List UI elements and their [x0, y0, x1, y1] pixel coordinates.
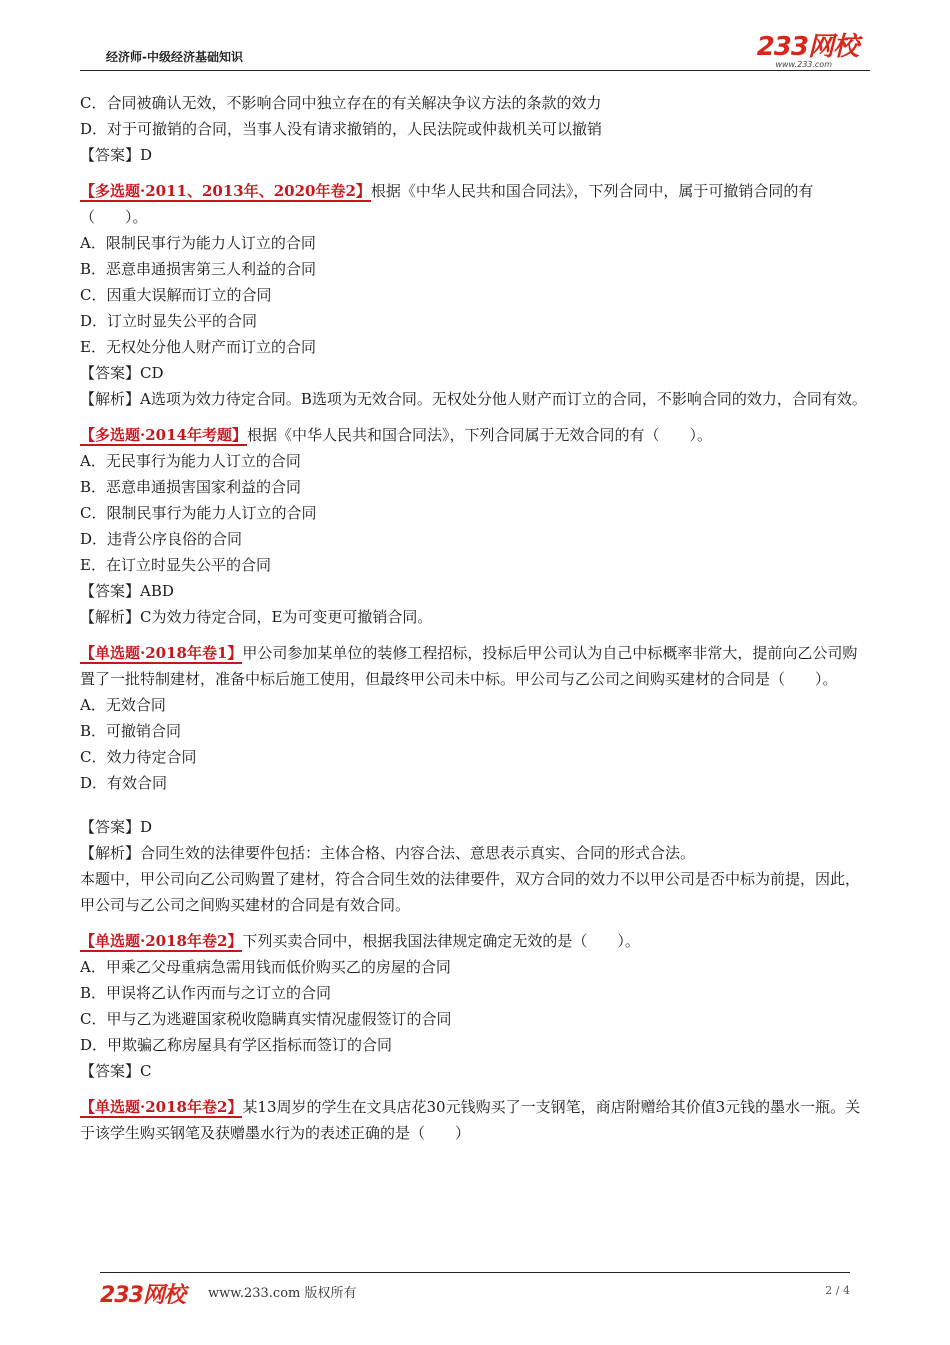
option-c: C．限制民事行为能力人订立的合同	[80, 504, 317, 522]
spacer	[80, 796, 870, 814]
answer-line: 【答案】C	[80, 1062, 152, 1080]
question-tag: 【单选题·2018年卷2】	[80, 932, 243, 950]
logo-url: www.233.com	[775, 60, 832, 69]
answer-line: 【答案】CD	[80, 364, 164, 382]
option-a: A．无效合同	[80, 696, 166, 714]
option-c: C．效力待定合同	[80, 748, 197, 766]
option-b: B．可撤销合同	[80, 722, 182, 740]
footer-logo[interactable]: 233网校	[100, 1283, 185, 1308]
header-divider	[80, 70, 870, 71]
option-d: D．甲欺骗乙称房屋具有学区指标而签订的合同	[80, 1036, 393, 1054]
option-a: A．限制民事行为能力人订立的合同	[80, 234, 316, 252]
question-block	[80, 422, 870, 630]
brand-logo[interactable]	[757, 34, 858, 69]
option-c: C．甲与乙为逃避国家税收隐瞒真实情况虚假签订的合同	[80, 1010, 452, 1028]
option-b: B．恶意串通损害第三人利益的合同	[80, 260, 317, 278]
question-stem	[80, 640, 870, 692]
question-tag: 【多选题·2011、2013年、2020年卷2】	[80, 182, 371, 200]
option-b: B．甲误将乙认作丙而与之订立的合同	[80, 984, 332, 1002]
answer-line: 【答案】D	[80, 146, 153, 164]
stem-text: 根据《中华人民共和国合同法》，下列合同属于无效合同的有（ ）。	[246, 426, 712, 444]
question-block	[80, 178, 870, 412]
option-a: A．甲乘乙父母重病急需用钱而低价购买乙的房屋的合同	[80, 958, 451, 976]
question-stem	[80, 1094, 870, 1146]
footer-divider	[100, 1272, 850, 1273]
option-d: D．订立时显失公平的合同	[80, 312, 258, 330]
question-block	[80, 928, 870, 1084]
question-stem	[80, 178, 870, 230]
answer-line: 【答案】ABD	[80, 582, 174, 600]
text-line: D．对于可撤销的合同，当事人没有请求撤销的，人民法院或仲裁机关可以撤销	[80, 120, 603, 138]
analysis-line: 本题中，甲公司向乙公司购置了建材，符合合同生效的法律要件，双方合同的效力不以甲公司是否中标为前提，因此，甲公司与乙公司之间购买建材的合同是有效合同。	[80, 870, 861, 914]
document-title: 经济师-中级经济基础知识	[106, 50, 243, 64]
intro-block	[80, 90, 870, 168]
question-tag: 【多选题·2014年考题】	[80, 426, 247, 444]
analysis-line: 【解析】C为效力待定合同，E为可变更可撤销合同。	[80, 608, 433, 626]
option-e: E．在订立时显失公平的合同	[80, 556, 271, 574]
question-block	[80, 1094, 870, 1146]
question-stem	[80, 928, 870, 954]
logo-text: 233网校	[756, 32, 858, 62]
page-footer	[100, 1268, 850, 1308]
page-header	[80, 30, 870, 76]
analysis-line: 【解析】合同生效的法律要件包括：主体合格、内容合法、意思表示真实、合同的形式合法。	[80, 844, 696, 862]
page-number: 2 / 4	[825, 1284, 850, 1297]
option-d: D．有效合同	[80, 774, 168, 792]
copyright-text: www.233.com 版权所有	[208, 1286, 357, 1301]
stem-text: 甲公司参加某单位的装修工程招标，投标后甲公司认为自己中标概率非常大，提前向乙公司购置了一批特制建材，准备中标后施工使用，但最终甲公司未中标。甲公司与乙公司之间购买建材的合同是（ ）。	[80, 644, 858, 688]
option-a: A．无民事行为能力人订立的合同	[80, 452, 301, 470]
option-b: B．恶意串通损害国家利益的合同	[80, 478, 302, 496]
question-block	[80, 640, 870, 918]
stem-text: 根据《中华人民共和国合同法》，下列合同中，属于可撤销合同的有（ ）。	[80, 182, 814, 226]
document-body	[80, 90, 870, 1146]
question-tag: 【单选题·2018年卷1】	[80, 644, 243, 662]
question-stem	[80, 422, 870, 448]
stem-text: 下列买卖合同中，根据我国法律规定确定无效的是（ ）。	[242, 932, 640, 950]
stem-text: 某13周岁的学生在文具店花30元钱购买了一支钢笔，商店附赠给其价值3元钱的墨水一瓶。关于该学生购买钢笔及获赠墨水行为的表述正确的是（ ）	[80, 1098, 861, 1142]
option-e: E．无权处分他人财产而订立的合同	[80, 338, 316, 356]
analysis-line: 【解析】A选项为效力待定合同。B选项为无效合同。无权处分他人财产而订立的合同，不影响合同的效力，合同有效。	[80, 390, 867, 408]
question-tag: 【单选题·2018年卷2】	[80, 1098, 243, 1116]
option-d: D．违背公序良俗的合同	[80, 530, 243, 548]
text-line: C．合同被确认无效，不影响合同中独立存在的有关解决争议方法的条款的效力	[80, 94, 602, 112]
answer-line: 【答案】D	[80, 818, 153, 836]
option-c: C．因重大误解而订立的合同	[80, 286, 272, 304]
